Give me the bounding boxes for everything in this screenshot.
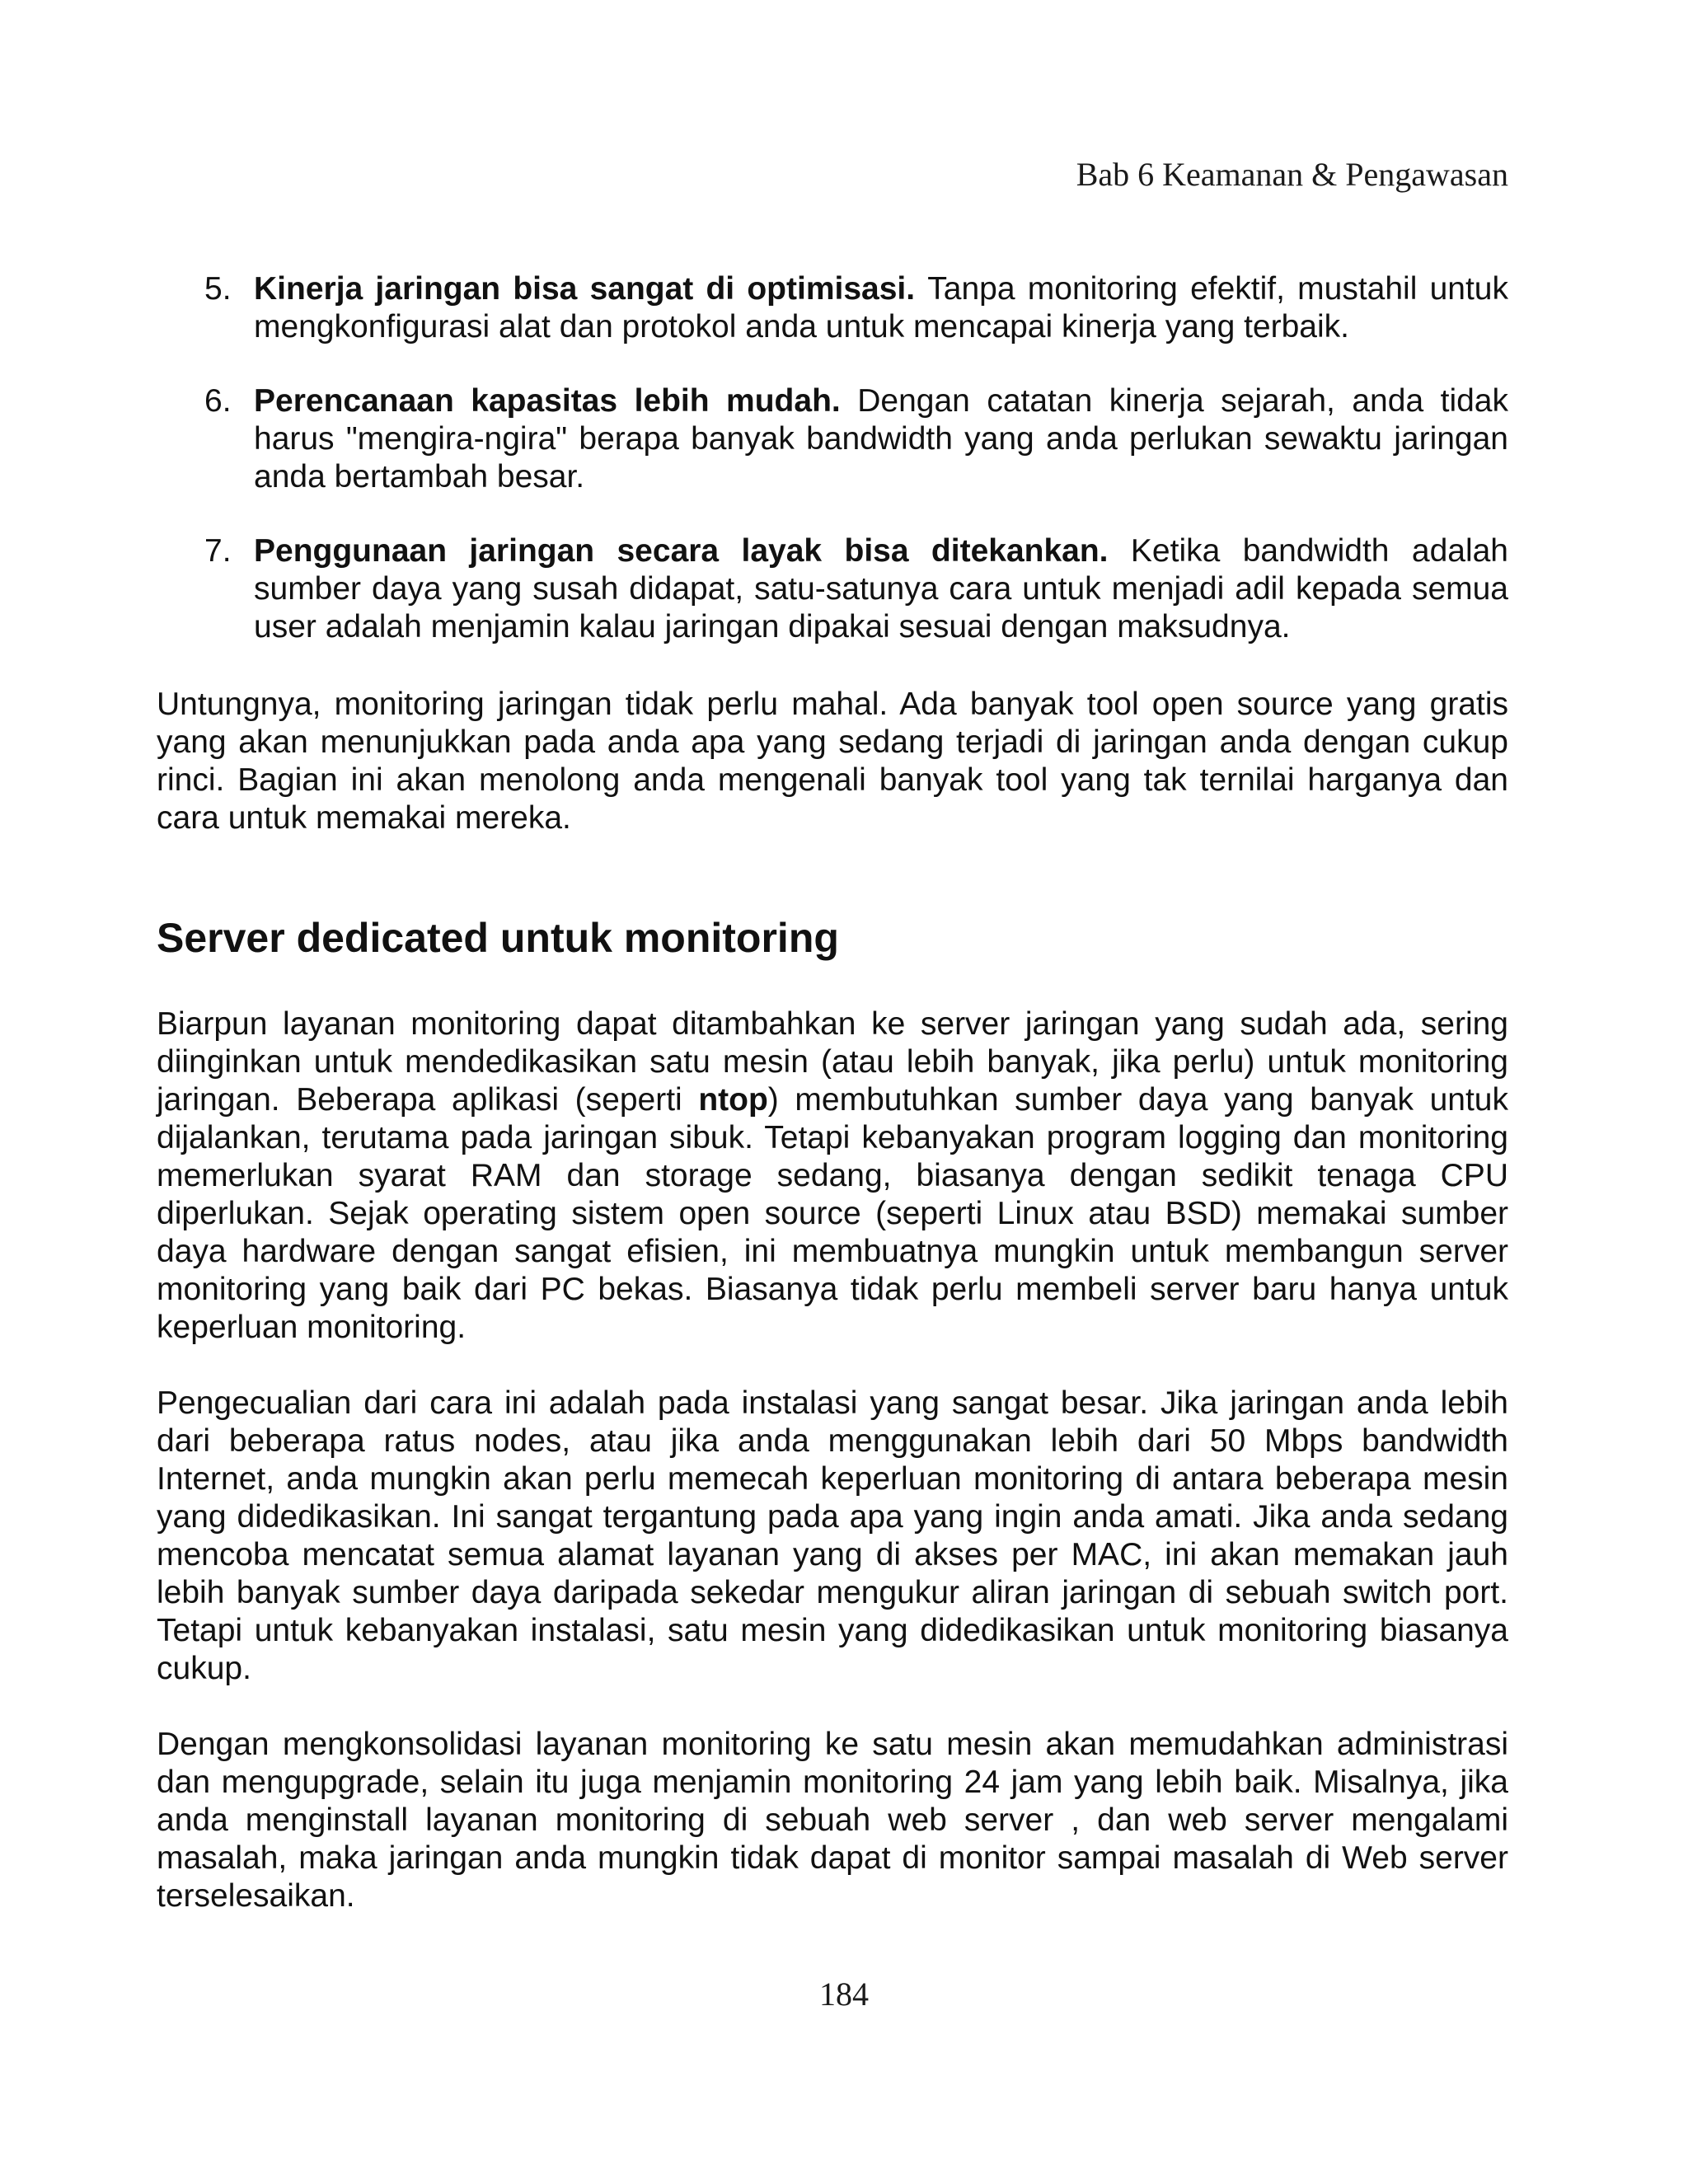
list-item bbox=[157, 382, 1508, 496]
list-item-title: Kinerja jaringan bisa sangat di optimisasi. bbox=[254, 271, 928, 307]
page-number: 184 bbox=[819, 1975, 869, 2013]
section-heading: Server dedicated untuk monitoring bbox=[157, 915, 839, 961]
paragraph-text: Biarpun layanan monitoring dapat ditambahkan ke server jaringan yang sudah ada, sering diinginkan untuk mendedikasikan satu mesin (atau lebih banyak, jika perlu) untuk monitoring jaringan. Beberapa aplikasi (seperti bbox=[157, 1006, 1508, 1118]
page-body bbox=[157, 270, 1508, 1953]
list-item-text: Ketika bandwidth adalah sumber daya yang susah didapat, satu-satunya cara untuk menjadi adil kepada semua user adalah menjamin kalau jaringan dipakai sesuai dengan maksudnya. bbox=[254, 533, 1508, 644]
section-paragraph-3: Dengan mengkonsolidasi layanan monitoring ke satu mesin akan memudahkan administrasi dan mengupgrade, selain itu juga menjamin monitoring 24 jam yang lebih baik. Misalnya, jika anda menginstall layanan monitoring di sebuah web server , dan web server mengalami masalah, maka jaringan anda mungkin tidak dapat di monitor sampai masalah di Web server terselesaikan. bbox=[157, 1727, 1508, 1914]
list-item-text: Dengan catatan kinerja sejarah, anda tidak harus "mengira-ngira" berapa banyak bandwidth yang anda perlukan sewaktu jaringan anda bertambah besar. bbox=[254, 383, 1509, 494]
list-item bbox=[157, 532, 1508, 646]
section-paragraph-1 bbox=[157, 1005, 1508, 1347]
tool-name-ntop: ntop bbox=[698, 1082, 768, 1118]
section-paragraph-2: Pengecualian dari cara ini adalah pada instalasi yang sangat besar. Jika jaringan anda lebih dari beberapa ratus nodes, atau jika anda menggunakan lebih dari 50 Mbps bandwidth Internet, anda mungkin akan perlu memecah keperluan monitoring di antara beberapa mesin yang didedikasikan. Ini sangat tergantung pada apa yang ingin anda amati. Jika anda sedang mencoba mencatat semua alamat layanan yang di akses per MAC, ini akan memakan jauh lebih banyak sumber daya daripada sekedar mengukur aliran jaringan di sebuah switch port. Tetapi untuk kebanyakan instalasi, satu mesin yang didedikasikan untuk monitoring biasanya cukup. bbox=[157, 1385, 1508, 1686]
list-item-title: Perencanaan kapasitas lebih mudah. bbox=[254, 383, 858, 419]
running-header: Bab 6 Keamanan & Pengawasan bbox=[1076, 156, 1508, 193]
list-item-title: Penggunaan jaringan secara layak bisa ditekankan. bbox=[254, 533, 1131, 569]
numbered-list bbox=[157, 270, 1508, 646]
list-item-number: 5. bbox=[204, 271, 232, 307]
intro-paragraph: Untungnya, monitoring jaringan tidak perlu mahal. Ada banyak tool open source yang gratis yang akan menunjukkan pada anda apa yang sedang terjadi di jaringan anda dengan cukup rinci. Bagian ini akan menolong anda mengenali banyak tool yang tak ternilai harganya dan cara untuk memakai mereka. bbox=[157, 687, 1508, 836]
list-item bbox=[157, 270, 1508, 346]
list-item-number: 6. bbox=[204, 383, 232, 419]
paragraph-text: ) membutuhkan sumber daya yang banyak untuk dijalankan, terutama pada jaringan sibuk. Tetapi kebanyakan program logging dan monitoring memerlukan syarat RAM dan storage sedang, biasanya dengan sedikit tenaga CPU diperlukan. Sejak operating sistem open source (seperti Linux atau BSD) memakai sumber daya hardware dengan sangat efisien, ini membuatnya mungkin untuk membangun server monitoring yang baik dari PC bekas. Biasanya tidak perlu membeli server baru hanya untuk keperluan monitoring. bbox=[157, 1082, 1508, 1345]
list-item-text: Tanpa monitoring efektif, mustahil untuk mengkonfigurasi alat dan protokol anda untuk mencapai kinerja yang terbaik. bbox=[254, 271, 1508, 344]
list-item-number: 7. bbox=[204, 533, 232, 569]
